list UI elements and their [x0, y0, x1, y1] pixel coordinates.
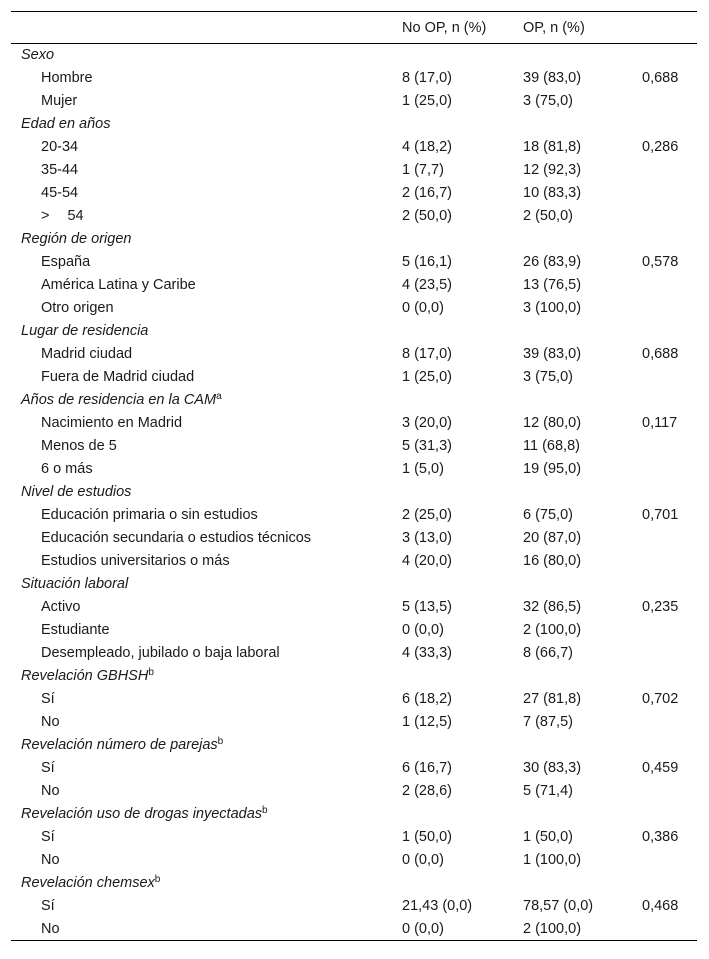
header-label-col — [11, 12, 402, 44]
section-row — [11, 872, 697, 895]
no-op-value: 0 (0,0) — [402, 920, 444, 937]
row-label — [11, 711, 402, 734]
op-value: 30 (83,3) — [523, 760, 582, 776]
p-value — [642, 182, 697, 205]
p-value: 0,688 — [642, 70, 679, 86]
section-row — [11, 320, 697, 343]
op-value: 12 (92,3) — [523, 162, 582, 178]
op-value: 78,57 (0,0) — [523, 898, 594, 914]
no-op-value: 1 (50,0) — [402, 829, 452, 845]
no-op-value: 0 (0,0) — [402, 300, 444, 316]
table-row — [11, 688, 697, 711]
section-title-text: Nivel de estudios — [21, 484, 132, 500]
no-op-value: 1 (5,0) — [402, 461, 444, 477]
p-value — [642, 918, 697, 941]
section-row — [11, 573, 697, 596]
p-value — [642, 435, 697, 458]
row-label — [11, 550, 402, 573]
no-op-value: 2 (25,0) — [402, 507, 452, 523]
footnote-marker: b — [154, 874, 161, 885]
no-op-value: 4 (33,3) — [402, 645, 452, 661]
row-label-text: Desempleado, jubilado o baja laboral — [41, 645, 280, 661]
section-row — [11, 481, 697, 504]
row-label — [11, 596, 402, 619]
section-title-text: Revelación GBHSH — [21, 668, 149, 684]
row-label — [11, 504, 402, 527]
op-value: 11 (68,8) — [523, 438, 580, 454]
table-row — [11, 297, 697, 320]
op-value: 2 (100,0) — [523, 920, 582, 937]
section-row — [11, 734, 697, 757]
p-value: 0,578 — [642, 254, 679, 270]
p-value: 0,117 — [642, 415, 678, 431]
op-value: 39 (83,0) — [523, 346, 582, 362]
footnote-marker: b — [262, 805, 268, 816]
no-op-value: 4 (23,5) — [402, 277, 452, 293]
op-value: 13 (76,5) — [523, 277, 582, 293]
op-value: 16 (80,0) — [523, 553, 582, 569]
row-label-text: Educación primaria o sin estudios — [41, 507, 258, 523]
row-label — [11, 251, 402, 274]
op-value: 27 (81,8) — [523, 691, 582, 707]
row-label-text: 35-44 — [41, 162, 79, 178]
row-label-text: No — [41, 920, 60, 937]
table-row — [11, 159, 697, 182]
section-title-text: Revelación uso de drogas inyectadas — [21, 806, 263, 822]
table-row — [11, 205, 697, 228]
table-row — [11, 780, 697, 803]
row-label-text: Mujer — [41, 93, 78, 109]
table-row — [11, 711, 697, 734]
table-row — [11, 435, 697, 458]
table-row — [11, 527, 697, 550]
table-row — [11, 550, 697, 573]
op-value: 1 (50,0) — [523, 829, 573, 845]
section-title-text: Situación laboral — [21, 576, 129, 592]
row-label — [11, 757, 402, 780]
row-label — [11, 297, 402, 320]
table-row — [11, 504, 697, 527]
no-op-value: 3 (20,0) — [402, 415, 452, 431]
no-op-value: 1 (12,5) — [402, 714, 452, 730]
p-value — [642, 619, 697, 642]
p-value: 0,286 — [642, 139, 679, 155]
op-value: 3 (75,0) — [523, 93, 573, 109]
section-title — [11, 803, 697, 826]
no-op-value: 4 (20,0) — [402, 553, 452, 569]
p-value — [642, 366, 697, 389]
section-title — [11, 113, 697, 136]
row-label-text: No — [41, 714, 60, 730]
no-op-value: 1 (25,0) — [402, 93, 452, 109]
op-value: 5 (71,4) — [523, 783, 573, 799]
table-row — [11, 619, 697, 642]
section-row — [11, 228, 697, 251]
section-title-text: Años de residencia en la CAM — [21, 392, 217, 408]
row-label — [11, 688, 402, 711]
row-label-text: Educación secundaria o estudios técnicos — [41, 530, 312, 546]
row-label-text: América Latina y Caribe — [41, 277, 196, 293]
table-row — [11, 757, 697, 780]
no-op-value: 5 (16,1) — [402, 254, 452, 270]
op-value: 18 (81,8) — [523, 139, 582, 155]
row-label — [11, 274, 402, 297]
p-value — [642, 90, 697, 113]
p-value — [642, 458, 697, 481]
table-row — [11, 849, 697, 872]
no-op-value: 5 (31,3) — [402, 438, 452, 454]
footnote-marker: a — [216, 391, 222, 402]
row-label-text: Sí — [41, 898, 55, 914]
row-label — [11, 343, 402, 366]
no-op-value: 6 (16,7) — [402, 760, 452, 776]
p-value: 0,701 — [642, 507, 679, 523]
op-value: 19 (95,0) — [523, 461, 582, 477]
row-label-text: Nacimiento en Madrid — [41, 415, 183, 431]
row-label — [11, 458, 402, 481]
header-op: OP, n (%) — [523, 19, 585, 36]
row-label-text: No — [41, 852, 60, 868]
row-label-text: 6 o más — [41, 461, 93, 477]
row-label-text: Estudios universitarios o más — [41, 553, 230, 569]
p-value — [642, 297, 697, 320]
row-label — [11, 642, 402, 665]
op-value: 2 (100,0) — [523, 622, 582, 638]
footnote-marker: b — [217, 736, 224, 747]
no-op-value: 0 (0,0) — [402, 852, 444, 868]
no-op-value: 8 (17,0) — [402, 70, 452, 86]
row-label — [11, 205, 402, 228]
table-row — [11, 182, 697, 205]
p-value: 0,468 — [642, 898, 679, 914]
row-label-text: No — [41, 783, 60, 799]
row-label-text: Otro origen — [41, 300, 114, 316]
row-label — [11, 849, 402, 872]
table-row — [11, 412, 697, 435]
p-value — [642, 642, 697, 665]
table-row — [11, 596, 697, 619]
row-label-text: 20-34 — [41, 139, 79, 155]
row-label-text: 45-54 — [41, 185, 79, 201]
op-value: 10 (83,3) — [523, 185, 582, 201]
section-row — [11, 113, 697, 136]
table-row — [11, 826, 697, 849]
no-op-value: 2 (16,7) — [402, 185, 452, 201]
p-value — [642, 550, 697, 573]
p-value: 0,688 — [642, 346, 679, 362]
no-op-value: 21,43 (0,0) — [402, 898, 473, 914]
header-row — [11, 12, 697, 44]
row-label-text: Sí — [41, 760, 55, 776]
footnote-marker: b — [148, 667, 154, 678]
no-op-value: 0 (0,0) — [402, 622, 444, 638]
table-row — [11, 642, 697, 665]
row-label — [11, 412, 402, 435]
row-label-prefix: > — [41, 208, 50, 224]
table-row — [11, 251, 697, 274]
op-value: 39 (83,0) — [523, 70, 582, 86]
p-value — [642, 780, 697, 803]
p-value — [642, 274, 697, 297]
data-table — [11, 11, 697, 941]
op-value: 3 (100,0) — [523, 300, 582, 316]
section-title — [11, 481, 697, 504]
row-label — [11, 780, 402, 803]
no-op-value: 1 (7,7) — [402, 162, 444, 178]
row-label-text: España — [41, 254, 91, 270]
table-row — [11, 274, 697, 297]
section-title — [11, 389, 697, 412]
p-value: 0,235 — [642, 599, 679, 615]
op-value: 1 (100,0) — [523, 852, 582, 868]
row-label-text: 54 — [67, 208, 84, 224]
op-value: 26 (83,9) — [523, 254, 582, 270]
p-value: 0,386 — [642, 829, 679, 845]
header-p-value — [642, 12, 697, 44]
p-value — [642, 159, 697, 182]
op-value: 3 (75,0) — [523, 369, 573, 385]
section-title-text: Sexo — [21, 47, 55, 64]
no-op-value: 3 (13,0) — [402, 530, 452, 546]
row-label-text: Hombre — [41, 70, 93, 86]
table-body — [11, 44, 697, 941]
p-value: 0,702 — [642, 691, 679, 707]
op-value: 7 (87,5) — [523, 714, 573, 730]
op-value: 20 (87,0) — [523, 530, 582, 546]
row-label-text: Estudiante — [41, 622, 110, 638]
no-op-value: 5 (13,5) — [402, 599, 452, 615]
section-title — [11, 573, 697, 596]
row-label — [11, 90, 402, 113]
table-row — [11, 366, 697, 389]
section-row — [11, 389, 697, 412]
no-op-value: 4 (18,2) — [402, 139, 452, 155]
row-label — [11, 182, 402, 205]
no-op-value: 2 (28,6) — [402, 783, 452, 799]
row-label-text: Madrid ciudad — [41, 346, 133, 362]
op-value: 8 (66,7) — [523, 645, 573, 661]
row-label — [11, 366, 402, 389]
p-value — [642, 711, 697, 734]
section-title — [11, 665, 697, 688]
no-op-value: 2 (50,0) — [402, 208, 452, 224]
table-header — [11, 12, 697, 44]
section-title — [11, 228, 697, 251]
section-title-text: Lugar de residencia — [21, 323, 149, 339]
table-row — [11, 458, 697, 481]
p-value — [642, 527, 697, 550]
op-value: 12 (80,0) — [523, 415, 582, 431]
row-label-text: Activo — [41, 599, 81, 615]
no-op-value: 1 (25,0) — [402, 369, 452, 385]
section-title-text: Revelación chemsex — [21, 875, 155, 891]
table-row — [11, 136, 697, 159]
section-row — [11, 44, 697, 67]
section-title-text: Edad en años — [21, 116, 111, 132]
row-label — [11, 67, 402, 90]
table-row — [11, 895, 697, 918]
section-title-text: Región de origen — [21, 231, 132, 247]
row-label — [11, 159, 402, 182]
p-value — [642, 205, 697, 228]
section-title — [11, 320, 697, 343]
table-row — [11, 90, 697, 113]
row-label-text: Sí — [41, 829, 55, 845]
no-op-value: 8 (17,0) — [402, 346, 452, 362]
section-title — [11, 872, 697, 895]
p-value: 0,459 — [642, 760, 679, 776]
row-label — [11, 619, 402, 642]
row-label — [11, 895, 402, 918]
section-title — [11, 44, 697, 67]
row-label — [11, 918, 402, 941]
p-value — [642, 849, 697, 872]
op-value: 2 (50,0) — [523, 208, 573, 224]
row-label-text: Fuera de Madrid ciudad — [41, 369, 195, 385]
table-row — [11, 343, 697, 366]
table-row — [11, 918, 697, 941]
row-label — [11, 527, 402, 550]
table-row — [11, 67, 697, 90]
no-op-value: 6 (18,2) — [402, 691, 452, 707]
row-label-text: Menos de 5 — [41, 438, 117, 454]
row-label — [11, 826, 402, 849]
section-row — [11, 803, 697, 826]
section-row — [11, 665, 697, 688]
row-label-text: Sí — [41, 691, 55, 707]
row-label — [11, 136, 402, 159]
op-value: 32 (86,5) — [523, 599, 582, 615]
section-title-text: Revelación número de parejas — [21, 737, 218, 753]
header-no-op: No OP, n (%) — [402, 19, 487, 36]
op-value: 6 (75,0) — [523, 507, 573, 523]
section-title — [11, 734, 697, 757]
row-label — [11, 435, 402, 458]
